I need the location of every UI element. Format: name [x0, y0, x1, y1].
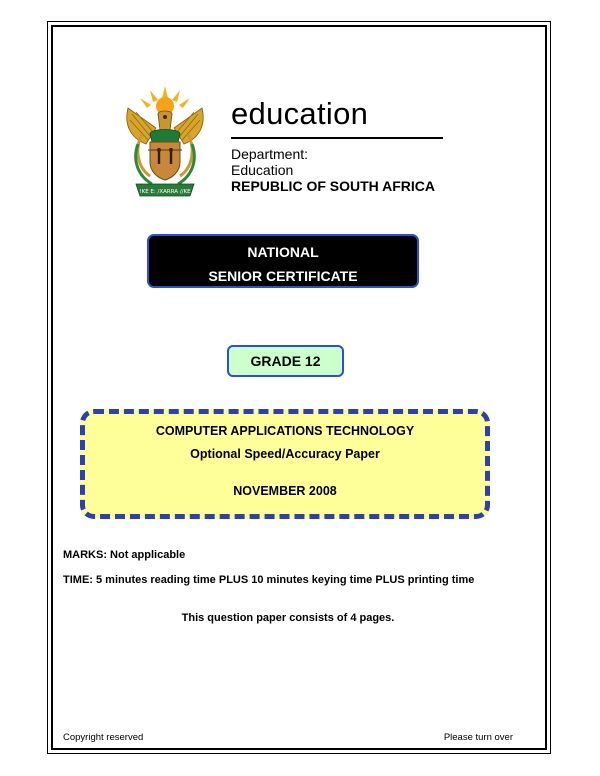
subject-title: COMPUTER APPLICATIONS TECHNOLOGY — [155, 424, 415, 438]
certificate-line-2: SENIOR CERTIFICATE — [208, 268, 358, 284]
certificate-line-1: NATIONAL — [247, 244, 319, 260]
logo-divider — [231, 137, 443, 139]
education-logo-word: education — [231, 96, 369, 131]
exam-date: NOVEMBER 2008 — [233, 484, 337, 498]
certificate-banner — [147, 234, 419, 288]
footer-turn-over: Please turn over — [443, 732, 513, 743]
emblem-motto: !KE E: /XARRA //KE — [139, 189, 191, 195]
time-line: TIME: 5 minutes reading time PLUS 10 minutes keying time PLUS printing time — [63, 574, 475, 586]
department-name: Education — [231, 162, 294, 178]
page-count-note: This question paper consists of 4 pages. — [181, 612, 395, 624]
coat-of-arms-icon — [120, 84, 210, 200]
paper-name: Optional Speed/Accuracy Paper — [190, 447, 380, 461]
marks-line: MARKS: Not applicable — [63, 549, 186, 561]
country-name: REPUBLIC OF SOUTH AFRICA — [231, 178, 436, 194]
footer-copyright: Copyright reserved — [63, 732, 144, 743]
grade-badge: GRADE 12 — [227, 345, 344, 377]
subject-panel — [80, 409, 490, 519]
department-label: Department: — [231, 146, 309, 162]
